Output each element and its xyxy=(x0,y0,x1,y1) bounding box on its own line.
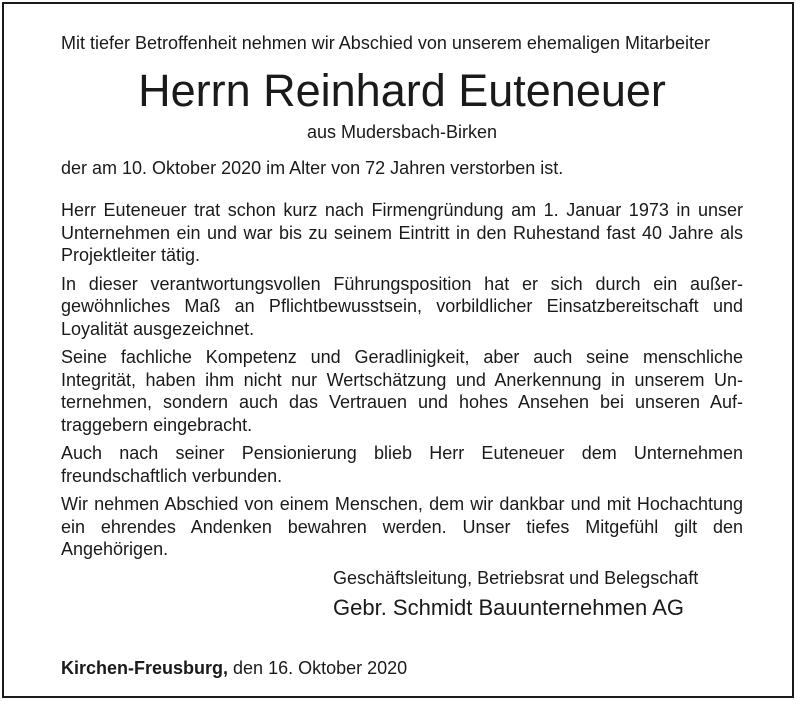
obituary-content xyxy=(61,32,743,679)
signature-block xyxy=(333,567,743,621)
paragraph-retirement: Auch nach seiner Pensionierung blieb Herr Euteneuer dem Unternehmen freundschaftlich verbunden. xyxy=(61,443,743,486)
signature-staff: Geschäftsleitung, Betriebsrat und Belegschaft xyxy=(333,567,699,588)
origin-text: aus Mudersbach-Birken xyxy=(306,122,498,142)
paragraph-leadership: In dieser verantwortungsvollen Führungsposition hat er sich durch ein außergewöhnliches Maß an Pflichtbewusstsein, vorbildlicher Einsatzbereitschaft und Loyalität ausgezeichnet. xyxy=(61,273,743,339)
deceased-name: Herrn Reinhard Euteneuer xyxy=(138,65,666,116)
place-date-line xyxy=(61,657,743,679)
place-name: Kirchen-Freusburg, xyxy=(61,657,229,678)
body-paragraphs xyxy=(61,199,743,561)
notice-date: den 16. Oktober 2020 xyxy=(228,657,408,678)
intro-text: Mit tiefer Betroffenheit nehmen wir Abschied von unserem ehemaligen Mitarbeiter xyxy=(61,33,711,53)
obituary-frame xyxy=(2,2,794,698)
paragraph-career: Herr Euteneuer trat schon kurz nach Firmengründung am 1. Januar 1973 in unser Unternehmen ein und war bis zu seinem Eintritt in den Ruhestand fast 40 Jahre als Projektleiter tätig. xyxy=(61,200,743,265)
signature-company: Gebr. Schmidt Bauunternehmen AG xyxy=(333,594,684,620)
death-line: der am 10. Oktober 2020 im Alter von 72 Jahren verstorben ist. xyxy=(61,158,564,178)
paragraph-farewell: Wir nehmen Abschied von einem Menschen, dem wir dankbar und mit Hochachtung ein ehrendes Andenken bewahren werden. Unser tiefes Mitgefühl gilt den Angehörigen. xyxy=(61,494,743,559)
paragraph-integrity: Seine fachliche Kompetenz und Geradlinigkeit, aber auch seine menschliche Integrität, haben ihm nicht nur Wertschätzung und Anerkennung in unserem Unternehmen, sondern auch das Vertrauen und hohes Ansehen bei unseren Auftraggebern eingebracht. xyxy=(61,347,743,435)
